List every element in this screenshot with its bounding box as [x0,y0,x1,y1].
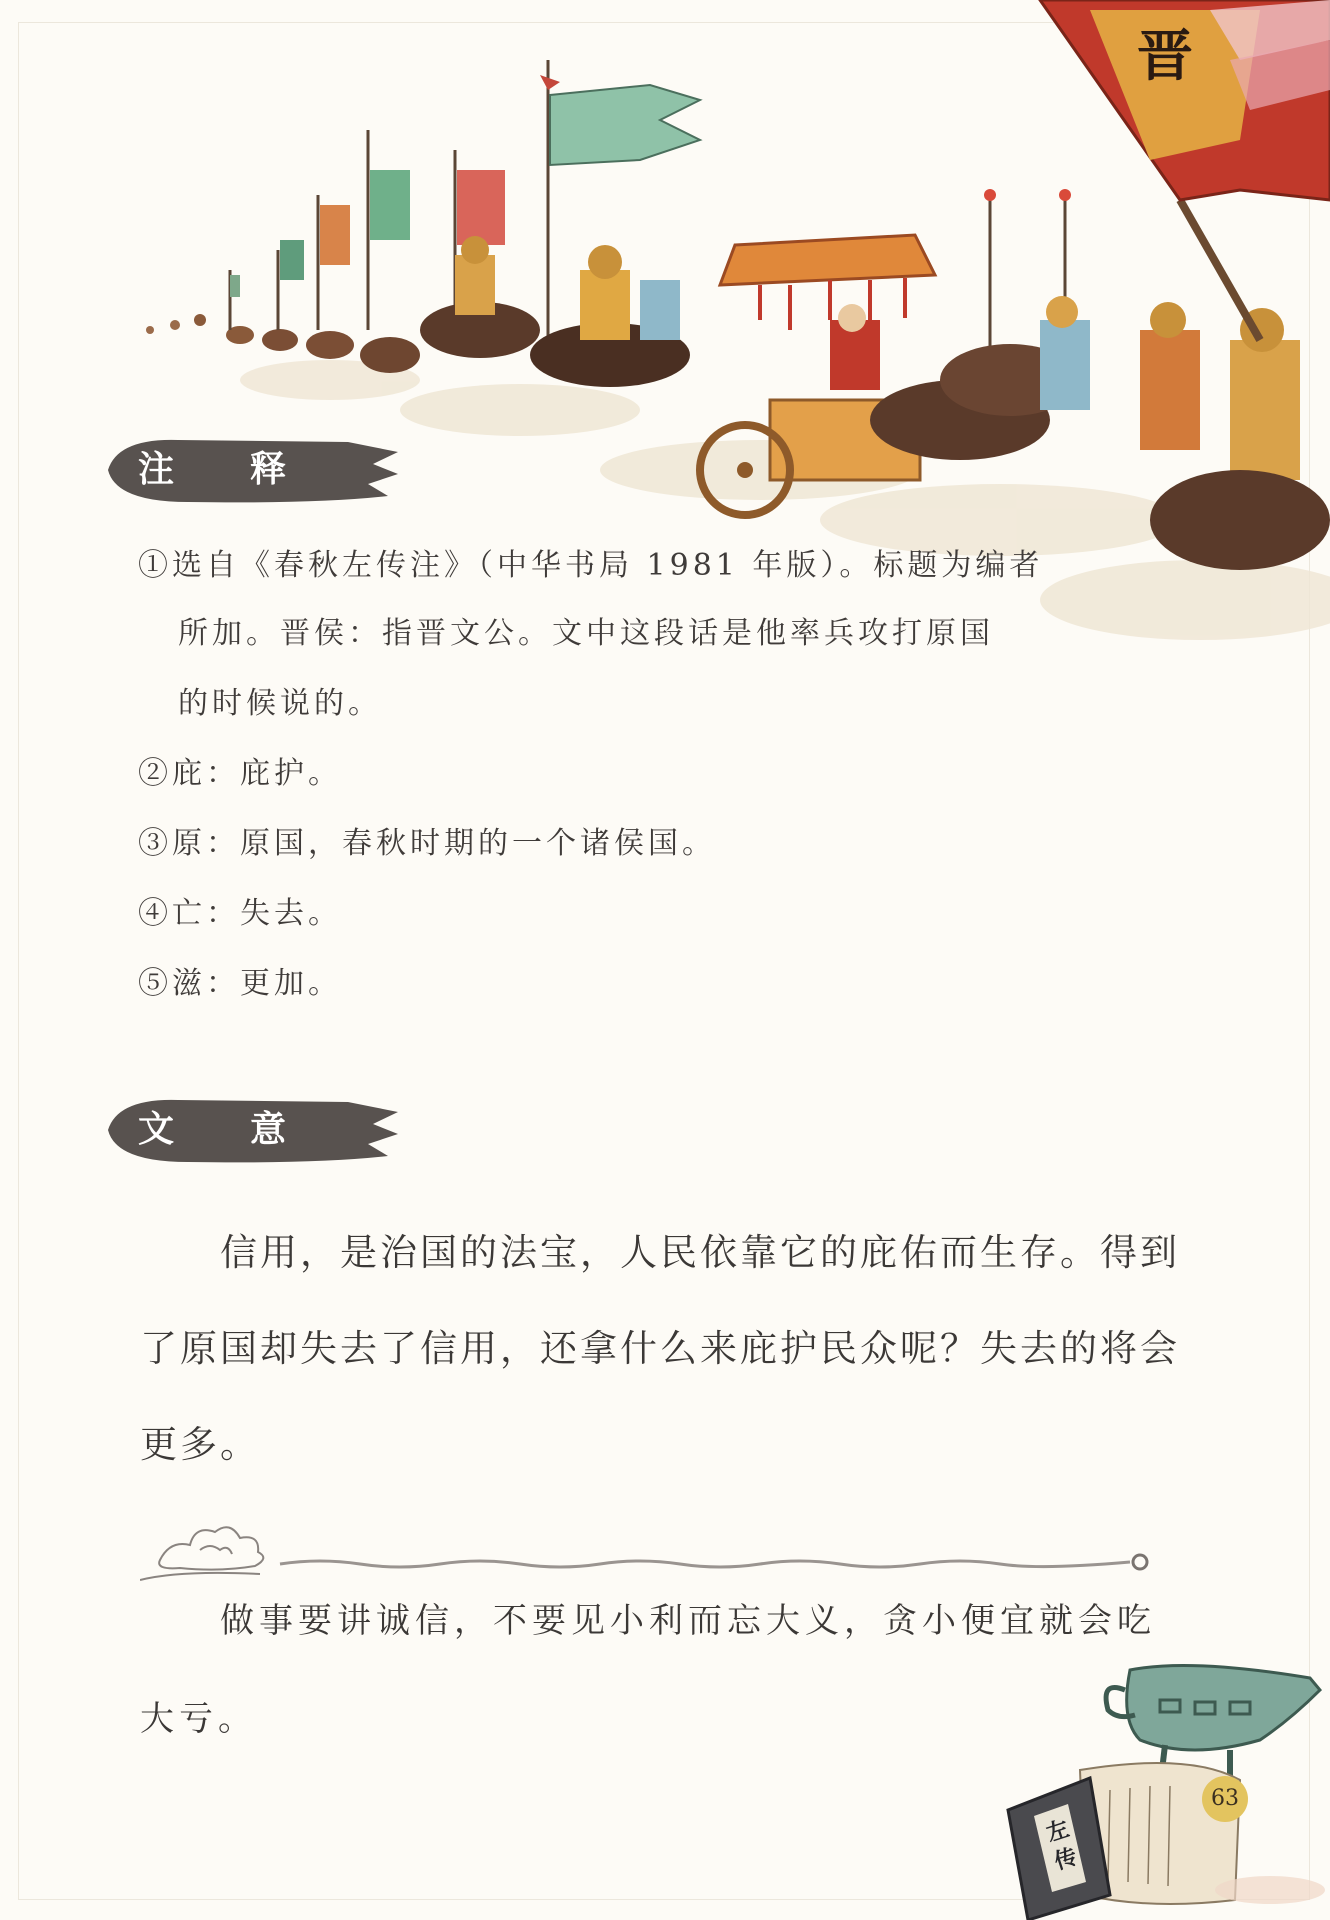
note-line-2: 所加。晋侯：指晋文公。文中这段话是他率兵攻打原国 [178,616,994,651]
cloud-divider [140,1500,1160,1590]
book-title-char-2: 传 [1051,1843,1081,1876]
meaning-section-header [98,1090,398,1170]
bronze-vessel-and-book-illustration [990,1660,1330,1920]
meaning-line-2: 了原国却失去了信用，还拿什么来庇护民众呢？失去的将会 [140,1327,1180,1370]
book-title-char-1: 左 [1043,1815,1073,1848]
lesson-line-2: 大亏。 [140,1699,257,1739]
army-march-illustration [0,0,1330,720]
meaning-header-char-1: 文 [138,1108,175,1150]
note-line-1: ①选自《春秋左传注》（中华书局 1981 年版）。标题为编者 [138,548,1044,583]
meaning-header-char-2: 意 [250,1108,287,1150]
page-number: 63 [1202,1776,1248,1822]
meaning-line-3: 更多。 [140,1423,260,1466]
banner-character: 晋 [1137,23,1193,89]
notes-section-header [98,430,398,510]
note-line-4: ②庇：庇护。 [138,756,342,791]
notes-header-char-1: 注 [138,448,175,490]
note-line-6: ④亡：失去。 [138,896,342,931]
note-line-3: 的时候说的。 [178,686,382,721]
lesson-line-1: 做事要讲诚信，不要见小利而忘大义，贪小便宜就会吃 [220,1601,1156,1641]
meaning-line-1: 信用，是治国的法宝，人民依靠它的庇佑而生存。得到 [220,1231,1180,1274]
note-line-5: ③原：原国，春秋时期的一个诸侯国。 [138,826,716,861]
notes-header-char-2: 释 [250,448,287,490]
note-line-7: ⑤滋：更加。 [138,966,342,1001]
